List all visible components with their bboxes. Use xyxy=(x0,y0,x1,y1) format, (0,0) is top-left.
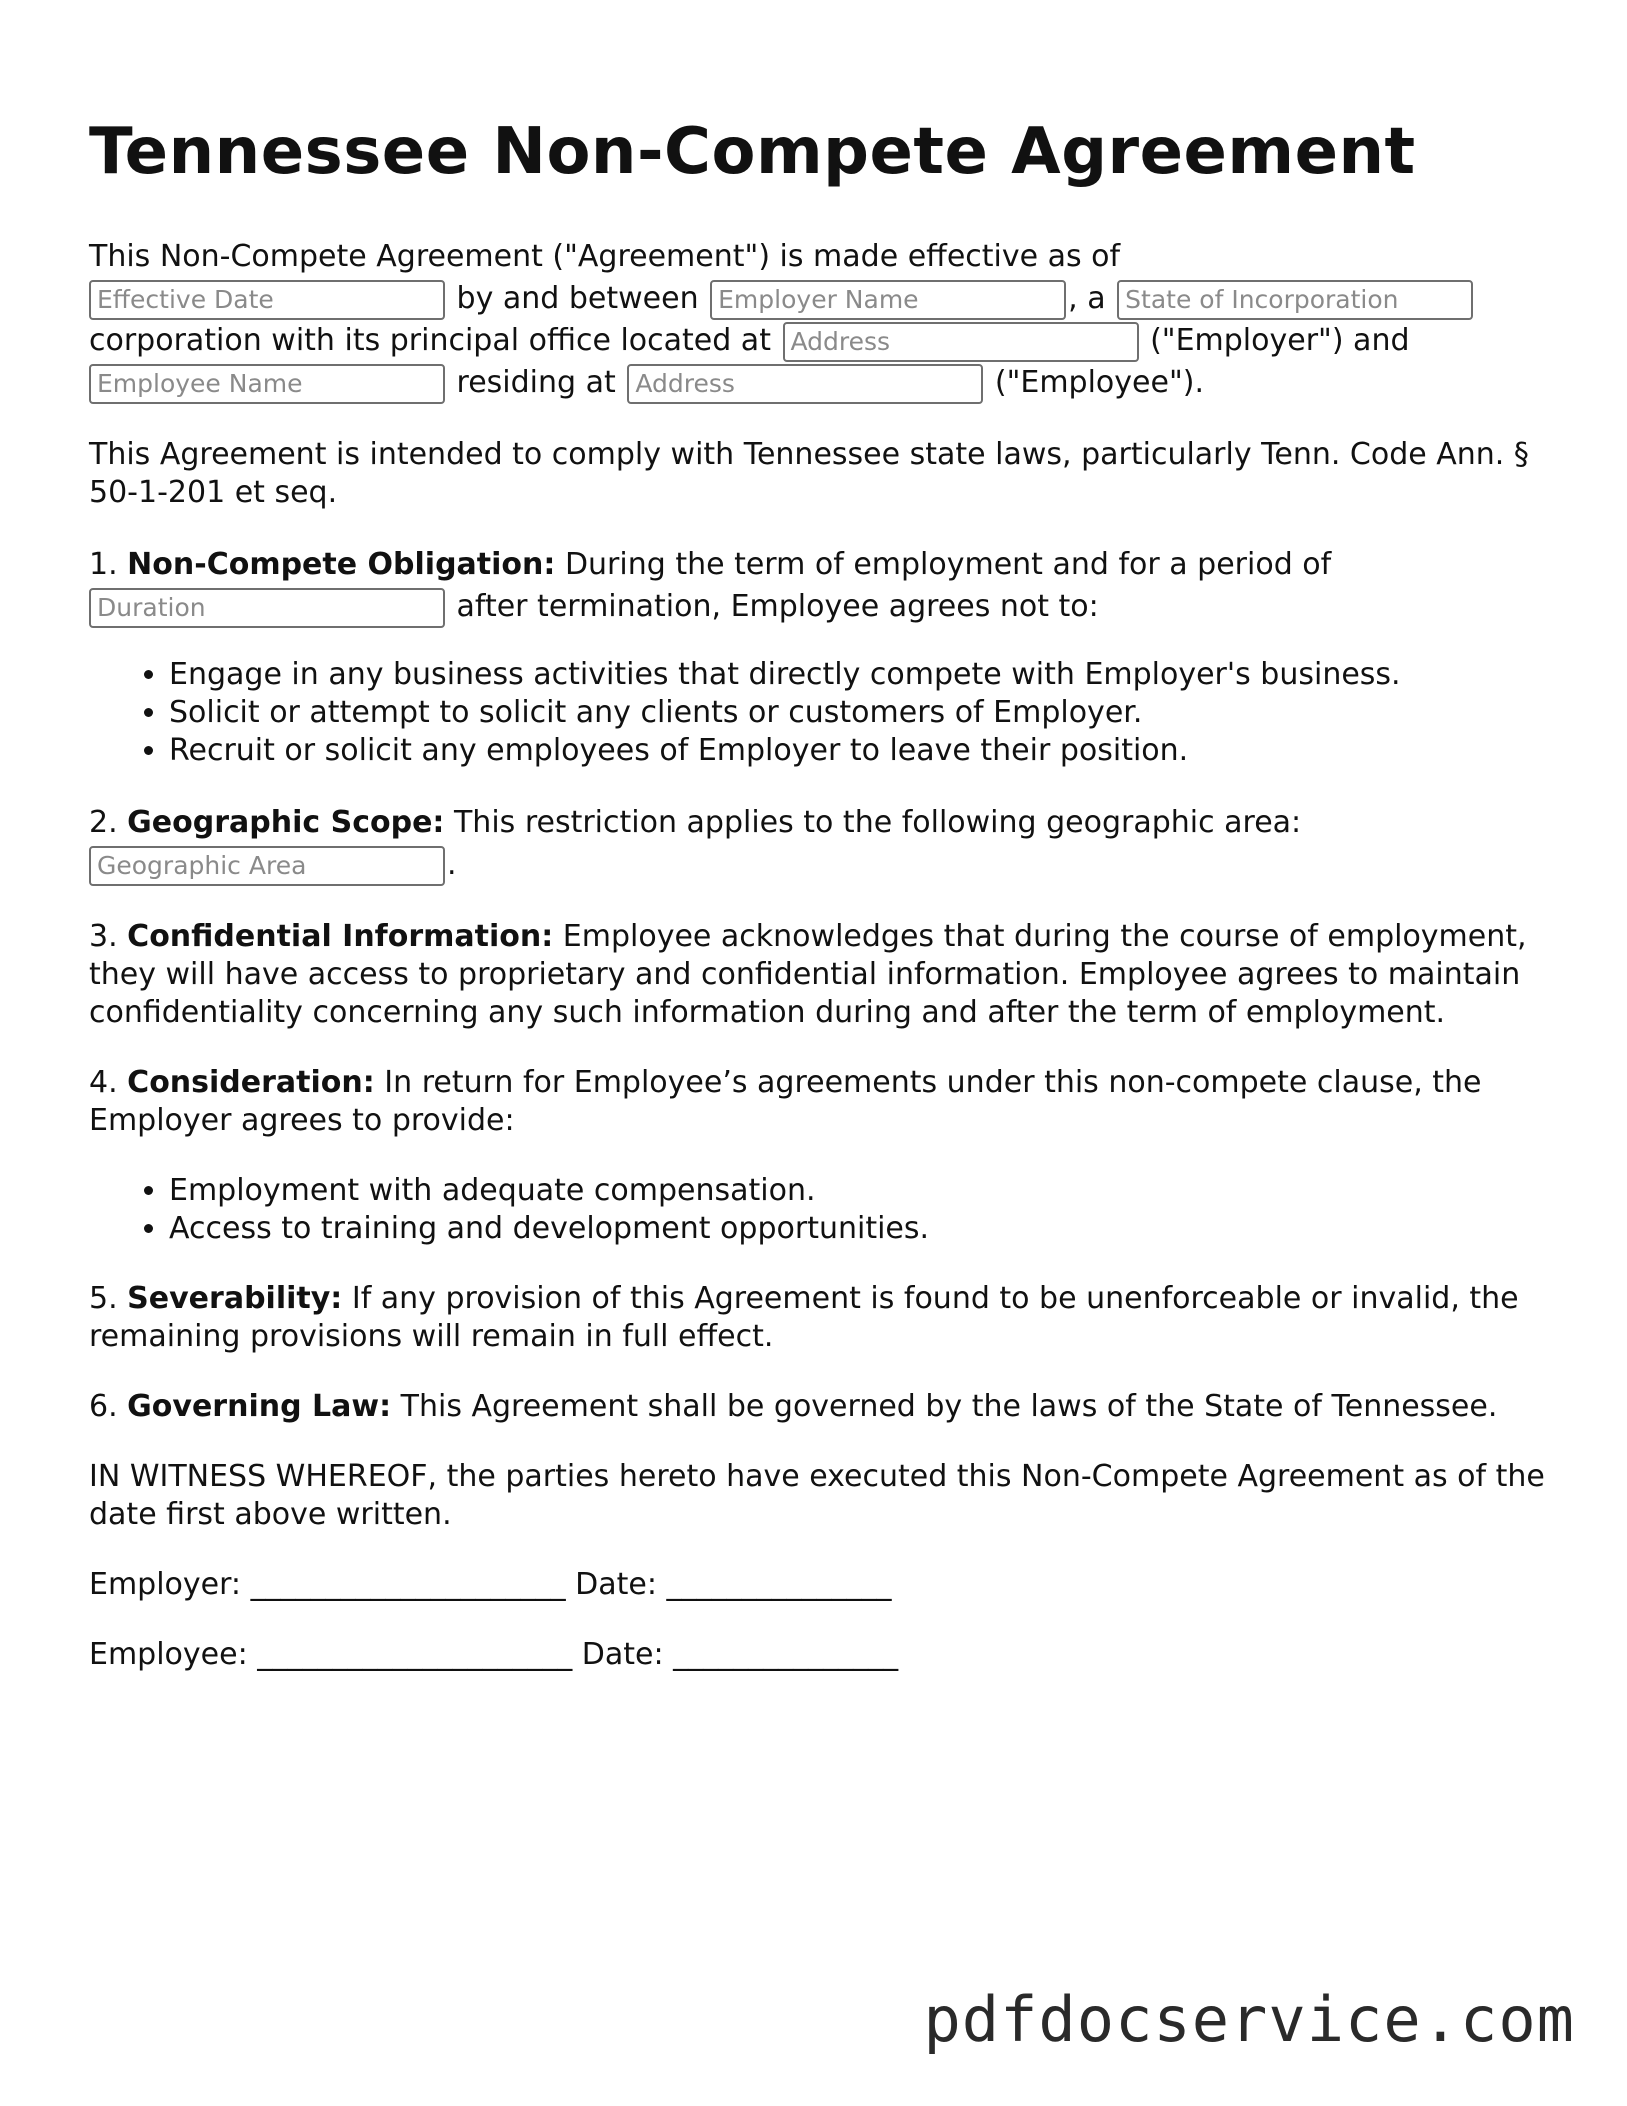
section-number: 1. xyxy=(89,547,118,582)
list-item: • Solicit or attempt to solicit any clients or customers of Employer. xyxy=(169,694,1549,732)
section-number: 5. xyxy=(89,1281,118,1316)
employer-address-field[interactable]: Address xyxy=(783,322,1139,362)
compliance-paragraph: This Agreement is intended to comply with Tennessee state laws, particularly Tenn. Code Ann. § 50-1-201 et seq. xyxy=(89,437,1529,510)
section-3 xyxy=(89,918,1549,1032)
section-text: Employee acknowledges that during the course of employment, they will have access to proprietary and confidential information. Employee agrees to maintain confidentiality concerning any such information during and after the term of employment. xyxy=(89,919,1527,1030)
employee-signature-line: Employee: _____________________ Date: _______________ xyxy=(89,1637,899,1672)
duration-field[interactable]: Duration xyxy=(89,588,445,628)
employer-name-field[interactable]: Employer Name xyxy=(710,280,1066,320)
list-item: • Employment with adequate compensation. xyxy=(169,1172,1549,1210)
effective-date-field[interactable]: Effective Date xyxy=(89,280,445,320)
watermark-text: pdfdocservice.com xyxy=(923,1983,1575,2056)
section-4 xyxy=(89,1064,1549,1140)
section-text: If any provision of this Agreement is found to be unenforceable or invalid, the remaining provisions will remain in full effect. xyxy=(89,1281,1519,1354)
section-text: This restriction applies to the following geographic area: xyxy=(453,805,1302,840)
non-compete-list xyxy=(89,656,1549,770)
intro-text: , a xyxy=(1068,281,1106,316)
section-number: 2. xyxy=(89,805,118,840)
section-heading: Geographic Scope: xyxy=(127,805,445,840)
intro-text: residing at xyxy=(456,365,616,400)
list-item: • Engage in any business activities that directly compete with Employer's business. xyxy=(169,656,1549,694)
intro-text: by and between xyxy=(456,281,699,316)
section-2 xyxy=(89,802,1549,886)
list-item: • Access to training and development opportunities. xyxy=(169,1210,1549,1248)
section-number: 3. xyxy=(89,919,118,954)
section-6 xyxy=(89,1388,1549,1426)
intro-text: This Non-Compete Agreement ("Agreement") is made effective as of xyxy=(89,239,1121,274)
intro-paragraph xyxy=(89,236,1549,404)
state-of-incorporation-field[interactable]: State of Incorporation xyxy=(1117,280,1473,320)
section-text: . xyxy=(447,847,457,882)
geographic-area-field[interactable]: Geographic Area xyxy=(89,846,445,886)
section-heading: Non-Compete Obligation: xyxy=(127,547,556,582)
section-heading: Confidential Information: xyxy=(127,919,554,954)
section-text: During the term of employment and for a period of xyxy=(564,547,1332,582)
document-page xyxy=(89,108,1549,1706)
section-text: after termination, Employee agrees not to: xyxy=(456,589,1099,624)
section-5 xyxy=(89,1280,1549,1356)
employee-address-field[interactable]: Address xyxy=(627,364,983,404)
section-number: 4. xyxy=(89,1065,118,1100)
consideration-list xyxy=(89,1172,1549,1248)
document-title: Tennessee Non-Compete Agreement xyxy=(89,115,1416,189)
section-number: 6. xyxy=(89,1389,118,1424)
employer-signature-line: Employer: _____________________ Date: _______________ xyxy=(89,1567,892,1602)
section-heading: Governing Law: xyxy=(127,1389,392,1424)
section-1 xyxy=(89,544,1549,628)
section-text: In return for Employee’s agreements under this non-compete clause, the Employer agrees to provide: xyxy=(89,1065,1482,1138)
list-item: • Recruit or solicit any employees of Employer to leave their position. xyxy=(169,732,1549,770)
section-heading: Severability: xyxy=(127,1281,343,1316)
intro-text: ("Employer") and xyxy=(1150,323,1410,358)
intro-text: corporation with its principal office located at xyxy=(89,323,771,358)
section-heading: Consideration: xyxy=(127,1065,375,1100)
witness-paragraph: IN WITNESS WHEREOF, the parties hereto have executed this Non-Compete Agreement as of the date first above written. xyxy=(89,1459,1545,1532)
section-text: This Agreement shall be governed by the laws of the State of Tennessee. xyxy=(400,1389,1498,1424)
employee-name-field[interactable]: Employee Name xyxy=(89,364,445,404)
intro-text: ("Employee"). xyxy=(994,365,1204,400)
